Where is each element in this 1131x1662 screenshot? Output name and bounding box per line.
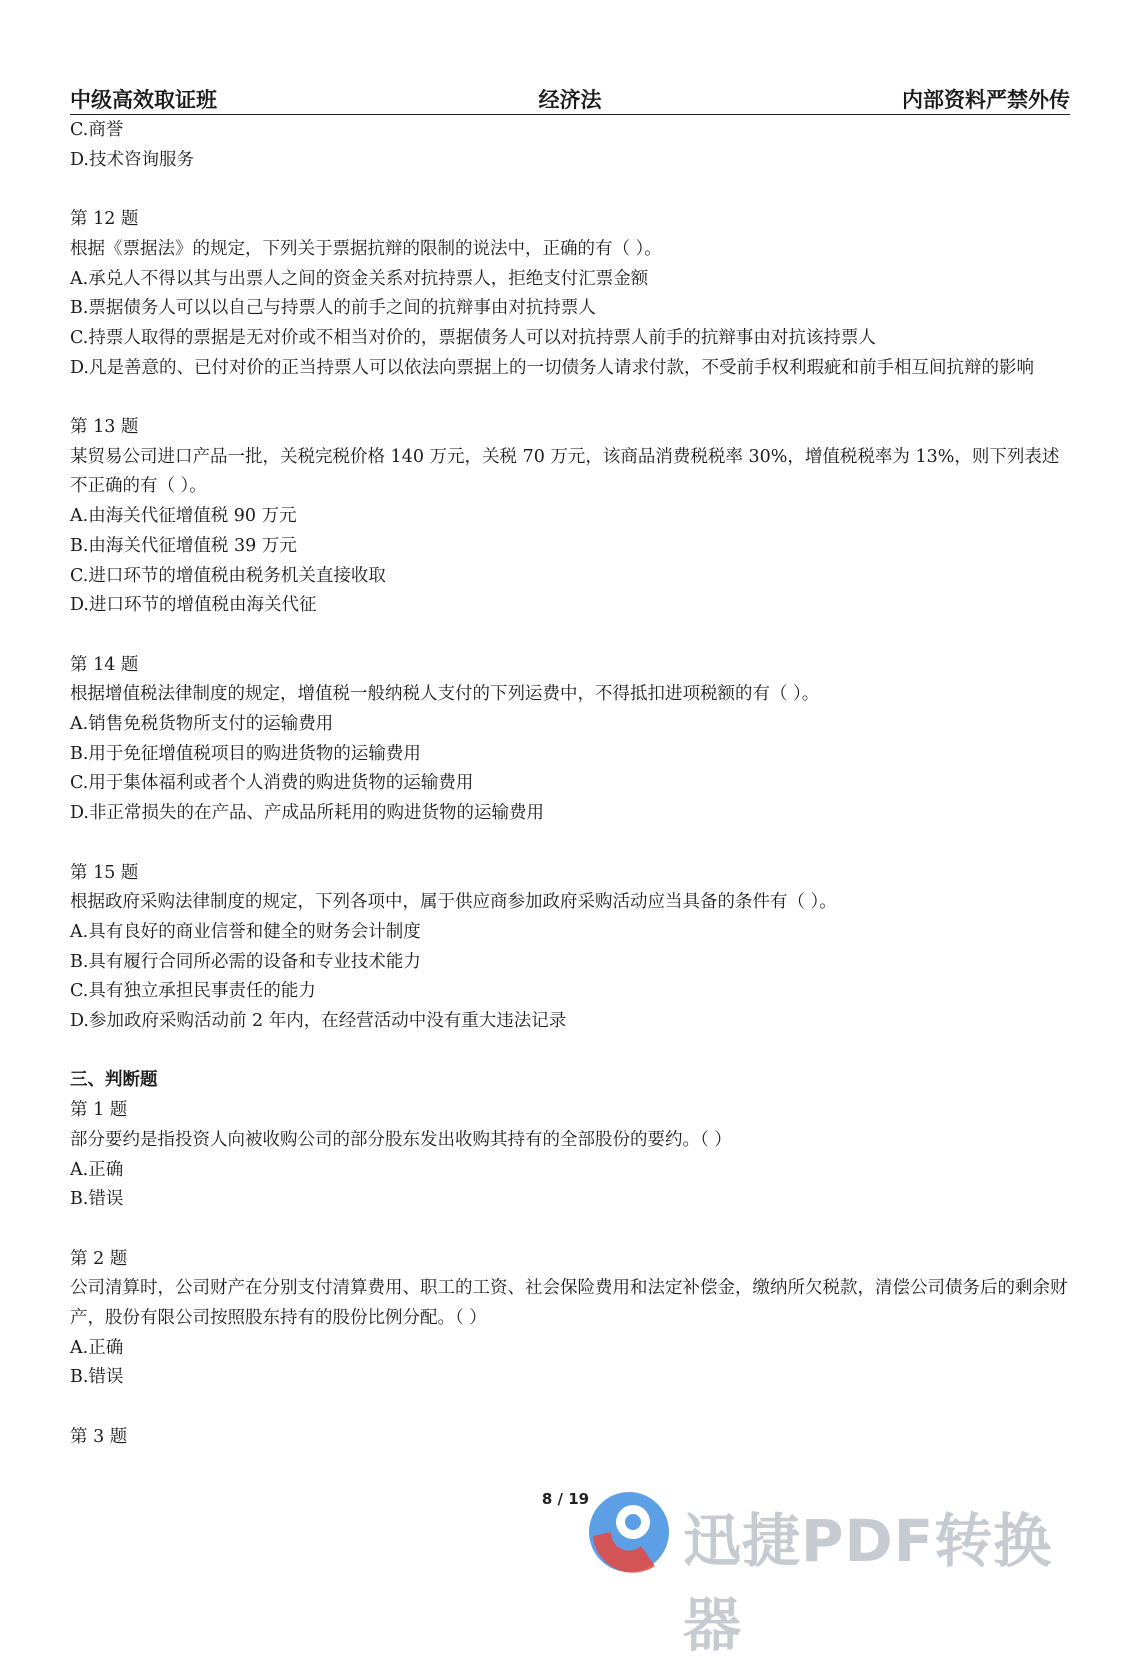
option-d: D.非正常损失的在产品、产成品所耗用的购进货物的运输费用 (70, 803, 544, 824)
question-12 (70, 205, 1070, 383)
judgment-question-1 (70, 1096, 1070, 1215)
question-title: 第 1 题 (70, 1100, 128, 1121)
option-c: C.持票人取得的票据是无对价或不相当对价的，票据债务人可以对抗持票人前手的抗辩事由对抗该持票人 (70, 327, 876, 348)
option-d: D.进口环节的增值税由海关代征 (70, 595, 317, 616)
question-title: 第 13 题 (70, 417, 139, 437)
page-header (70, 82, 1070, 115)
option-b: B.由海关代征增值税 39 万元 (70, 535, 297, 556)
option-a: A.由海关代征增值税 90 万元 (70, 506, 297, 527)
option-d: D.技术咨询服务 (70, 149, 194, 170)
watermark (585, 1480, 1105, 1659)
option-b: B.票据债务人可以以自己与持票人的前手之间的抗辩事由对抗持票人 (70, 298, 596, 319)
watermark-logo-icon (585, 1480, 677, 1590)
option-b: B.错误 (70, 1367, 124, 1388)
page-number: 8 / 19 (541, 1490, 590, 1508)
option-d: D.参加政府采购活动前 2 年内，在经营活动中没有重大违法记录 (70, 1011, 567, 1032)
question-15 (70, 859, 1070, 1037)
question-stem: 根据政府采购法律制度的规定，下列各项中，属于供应商参加政府采购活动应当具备的条件有（ ）。 (70, 892, 837, 913)
option-a: A.正确 (70, 1337, 124, 1358)
option-d: D.凡是善意的、已付对价的正当持票人可以依法向票据上的一切债务人请求付款，不受前手权利瑕疵和前手相互间抗辩的影响 (70, 357, 1034, 378)
question-13 (70, 413, 1070, 621)
option-b: B.错误 (70, 1189, 124, 1210)
question-title: 第 15 题 (70, 862, 139, 883)
header-notice: 内部资料严禁外传 (902, 88, 1070, 112)
option-c: C.商誉 (70, 120, 124, 140)
option-a: A.销售免税货物所支付的运输费用 (70, 714, 334, 735)
question-title: 第 2 题 (70, 1248, 128, 1269)
option-b: B.用于免征增值税项目的购进货物的运输费用 (70, 743, 421, 764)
document-body (70, 116, 1070, 1453)
header-course-name: 中级高效取证班 (70, 88, 217, 112)
question-stem: 部分要约是指投资人向被收购公司的部分股东发出收购其持有的全部股份的要约。（ ） (70, 1129, 732, 1150)
question-stem: 根据《票据法》的规定，下列关于票据抗辩的限制的说法中，正确的有（ ）。 (70, 238, 662, 259)
question-stem: 公司清算时，公司财产在分别支付清算费用、职工的工资、社会保险费用和法定补偿金，缴纳所欠税款，清偿公司债务后的剩余财产，股份有限公司按照股东持有的股份比例分配。（ ） (70, 1278, 1068, 1329)
option-b: B.具有履行合同所必需的设备和专业技术能力 (70, 951, 421, 972)
question-title: 第 3 题 (70, 1426, 128, 1447)
question-stem: 某贸易公司进口产品一批，关税完税价格 140 万元，关税 70 万元，该商品消费税税率 30%，增值税税率为 13%，则下列表述不正确的有（ ）。 (70, 446, 1060, 497)
header-subject: 经济法 (538, 88, 602, 112)
question-title: 第 12 题 (70, 209, 139, 230)
section-heading: 三、判断题 (70, 1070, 158, 1091)
option-c: C.具有独立承担民事责任的能力 (70, 981, 316, 1002)
question-title: 第 14 题 (70, 654, 139, 675)
option-c: C.进口环节的增值税由税务机关直接收取 (70, 565, 386, 586)
question-stem: 根据增值税法律制度的规定，增值税一般纳税人支付的下列运费中，不得抵扣进项税额的有（ ）。 (70, 684, 820, 705)
option-a: A.正确 (70, 1159, 124, 1180)
option-c: C.用于集体福利或者个人消费的购进货物的运输费用 (70, 773, 474, 794)
watermark-text: 迅捷PDF转换器 (683, 1507, 1053, 1659)
option-a: A.具有良好的商业信誉和健全的财务会计制度 (70, 921, 421, 942)
option-a: A.承兑人不得以其与出票人之间的资金关系对抗持票人，拒绝支付汇票金额 (70, 268, 649, 289)
judgment-question-2 (70, 1245, 1070, 1394)
question-14 (70, 651, 1070, 829)
